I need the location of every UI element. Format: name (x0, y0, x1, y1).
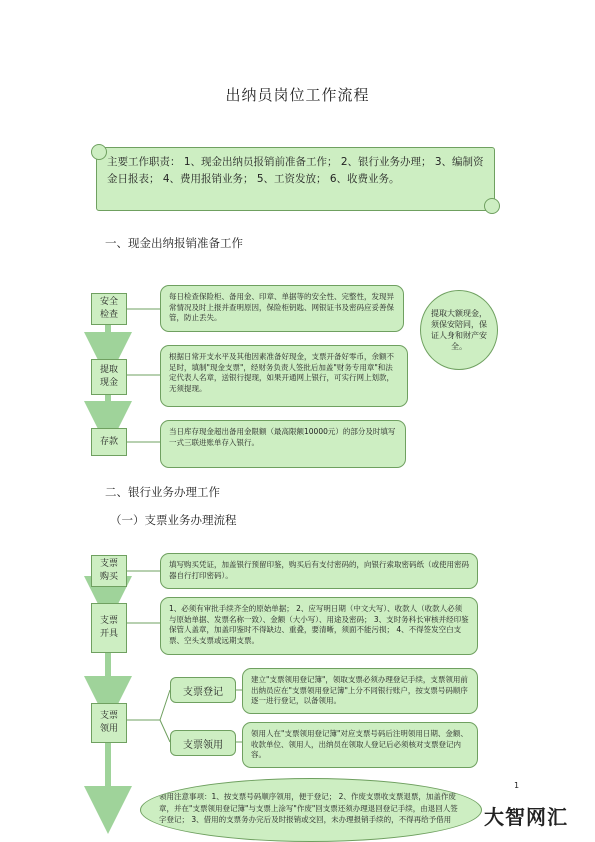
conn-s2-3b (160, 720, 170, 742)
section2-subheading: （一）支票业务办理流程 (110, 513, 237, 527)
page-title: 出纳员岗位工作流程 (225, 86, 370, 104)
step-cheque-issue-desc: 1、必须有审批手续齐全的原始单据； 2、应写明日期（中文大写）、收款人（收款人必须与原始单据、发票名称一致）、金额（大小写）、用途及密码； 3、支时务科长审核并经印鉴保管人盖章，加盖印鉴时不得缺边、重叠，要清晰，须面不能污损； 4、不得签发空白支票、空头支票或远期支票。 (160, 597, 478, 655)
sub-cheque-register-desc: 建立"支票领用登记簿"，领取支票必须办理登记手续，支票领用前出纳员应在"支票领用登记簿"上分不同银行账户，按支票号码顺序逐一进行登记，以备领用。 (242, 668, 478, 714)
watermark-logo: 大智网汇 (484, 805, 568, 829)
sub-cheque-register: 支票登记 (170, 677, 236, 703)
step-cheque-purchase-desc: 填写购买凭证，加盖银行预留印鉴，购买后有支付密码的，向银行索取密码纸（或使用密码器自行打印密码）。 (160, 553, 478, 589)
step-cheque-purchase: 支票 购买 (91, 555, 127, 587)
step-deposit: 存款 (91, 428, 127, 456)
duties-text: 主要工作职责： 1、现金出纳员报销前准备工作； 2、银行业务办理； 3、编制资金日报表； 4、费用报销业务； 5、工资发放； 6、收费业务。 (107, 156, 484, 185)
safety-note-oval: 提取大额现金，须保安陪同，保证人身和财产安全。 (420, 290, 498, 370)
step-cheque-collect: 支票 领用 (91, 703, 127, 743)
conn-s2-3a (125, 690, 170, 720)
page-number: 1 (514, 781, 520, 790)
sub-cheque-use: 支票领用 (170, 730, 236, 756)
step-withdraw-cash-desc: 根据日常开支水平及其他因素准备好现金，支票开备好零币，余额不足时，填制"现金支票"，经财务负责人签批后加盖"财务专用章"和法定代表人名章，送银行提现，如果开通网上银行，可实行网上划款，无须提现。 (160, 345, 408, 407)
sub-cheque-use-desc: 领用人在"支票领用登记簿"对应支票号码后注明领用日期、金额、收款单位、领用人，出纳员在领取人登记后必须核对支票登记内容。 (242, 722, 478, 768)
cheque-usage-notes: 领用注意事项：1、按支票号码顺序领用，便于登记； 2、作废支票收支票退票，加盖作废章，并在"支票领用登记簿"与支票上涂写"作废"回支票还须办理退回登记手续，由退回人签字登记； 3、借用的支票务办完后及时报销或交回，未办理报销手续的，不得再给予借用 (140, 778, 482, 842)
step-cheque-issue: 支票 开具 (91, 603, 127, 653)
section2-heading: 二、银行业务办理工作 (105, 485, 220, 499)
step-safety-check-desc: 每日检查保险柜、备用金、印章、单据等的安全性、完整性，发现异常情况及时上报并查明原因，保险柜钥匙、网银证书及密码应妥善保管，防止丢失。 (160, 285, 404, 332)
step-deposit-desc: 当日库存现金超出备用金限额（最高限额10000元）的部分及时填写一式三联进账单存入银行。 (160, 420, 406, 468)
section1-heading: 一、现金出纳报销准备工作 (105, 236, 243, 250)
step-safety-check: 安全 检查 (91, 293, 127, 325)
step-withdraw-cash: 提取 现金 (91, 359, 127, 395)
